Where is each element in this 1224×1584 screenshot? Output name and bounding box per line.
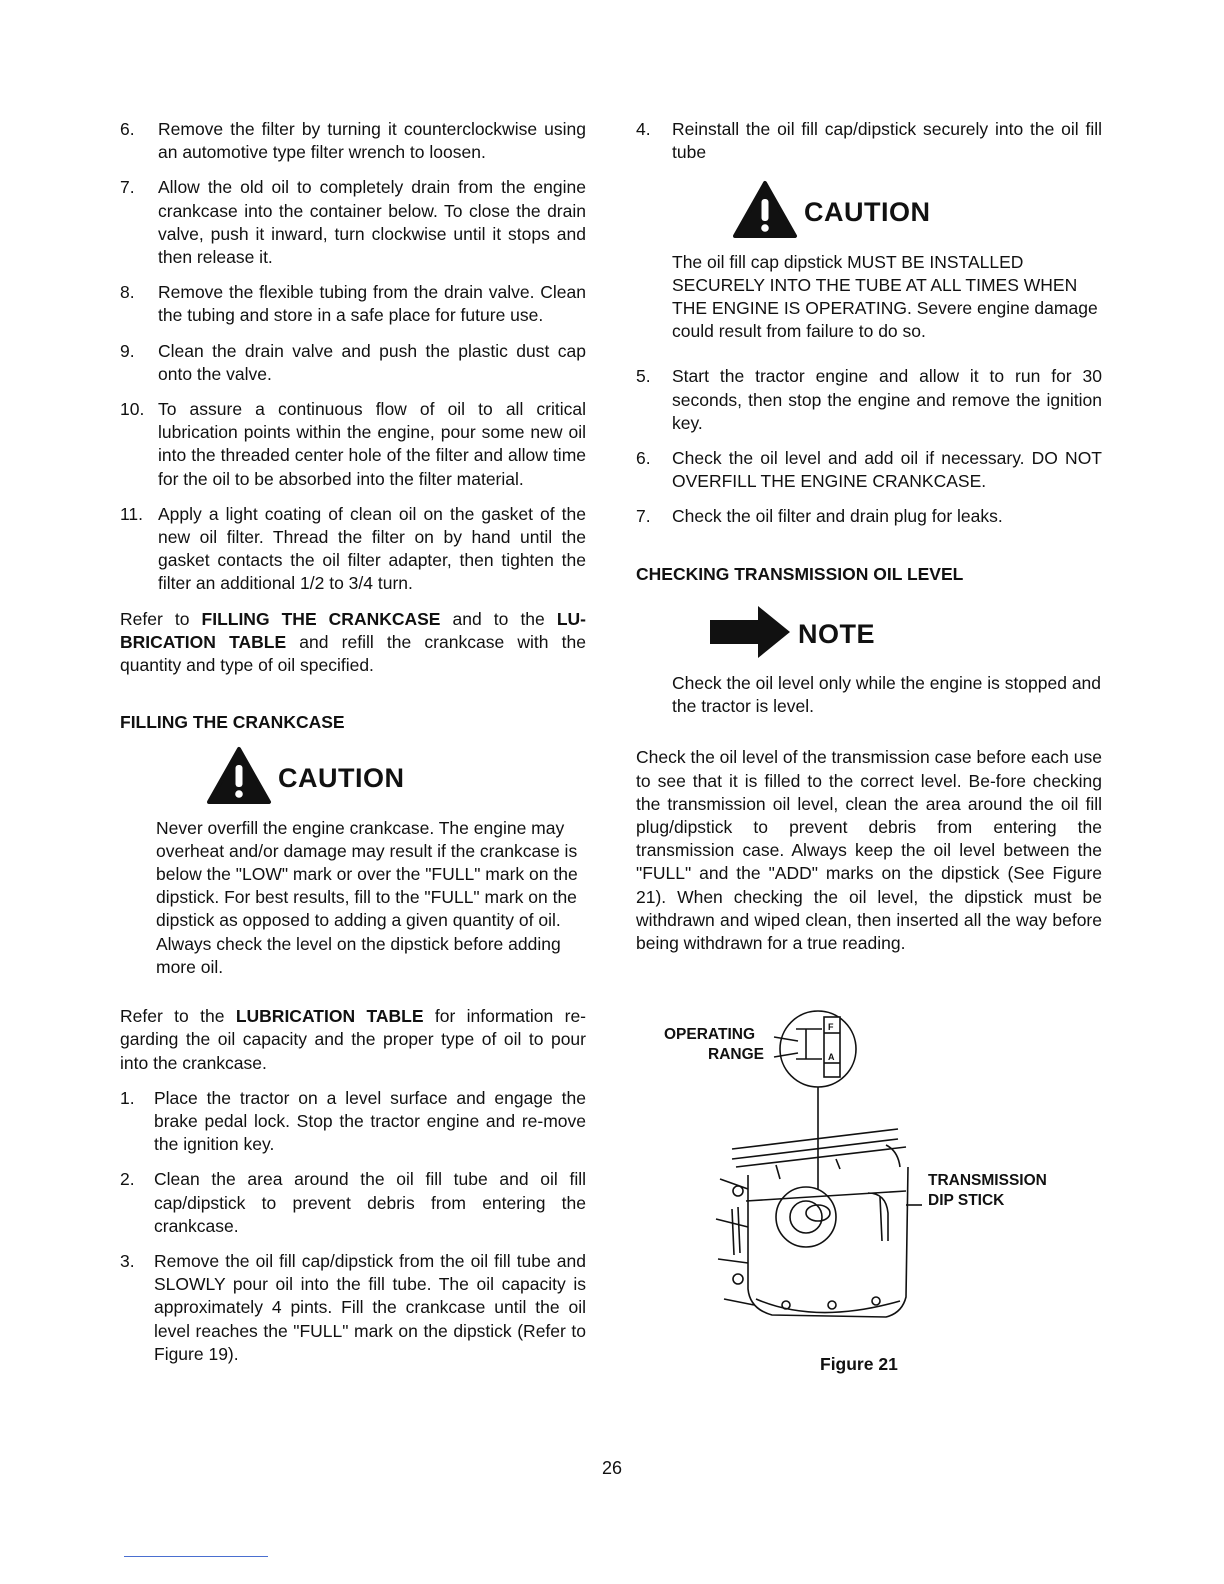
mark-add: A [828, 1052, 835, 1063]
page-number: 26 [601, 1458, 623, 1478]
arrow-right-icon [708, 604, 792, 666]
label-transmission: TRANSMISSION [928, 1172, 1047, 1190]
figure-caption: Figure 21 [820, 1354, 898, 1375]
list-item: 3. Remove the oil fill cap/dipstick from the oil fill tube and SLOWLY pour oil into the fill tube. The oil capacity is approximately 4 pints. Fill the crankcase until the oil level reaches the "FULL" mark on the dipstick (Refer to Figure 19). [120, 1250, 586, 1364]
caution-header [732, 180, 1102, 244]
figure-21 [636, 979, 1102, 1379]
transmission-paragraph: Check the oil level of the transmission case before each use to see that it is filled to the correct level. Be-fore checking the transmission oil level, clean the area around the oil fill plug/dipstick to prevent debris from entering the transmission case. Always keep the oil level between the "FULL" and the "ADD" marks on the dipstick (See Figure 21). When checking the oil level, the dipstick must be withdrawn and wiped clean, then inserted all the way before being withdrawn for a true reading. [636, 747, 1102, 954]
mark-full: F [828, 1022, 834, 1033]
note-header [708, 604, 1102, 666]
label-operating: OPERATING [664, 1026, 755, 1044]
caution-header [206, 746, 586, 810]
steps-bottom [120, 1087, 586, 1366]
note-label: NOTE [798, 619, 876, 650]
list-item: 10. To assure a continuous flow of oil to all critical lubrication points within the engine, pour some new oil into the threaded center hole of the filter and allow time for the oil to be absorbed into the filter material. [120, 399, 586, 489]
label-range: RANGE [708, 1046, 764, 1064]
caution-label: CAUTION [804, 196, 931, 227]
caution-label: CAUTION [278, 762, 405, 793]
list-item: 7. Allow the old oil to completely drain from the engine crankcase into the container below. To close the drain valve, push it inward, turn clockwise until it stops and then release it. [120, 177, 586, 268]
list-item: 4. Reinstall the oil fill cap/dipstick securely into the oil fill tube [636, 119, 1102, 163]
caution-text: Never overfill the engine crankcase. The engine may overheat and/or damage may result if the crankcase is below the "LOW" mark or over the "FULL" mark on the dipstick. For best results, fill to the "FULL" mark on the dipstick as opposed to adding a given quantity of oil. Always check the level on the dipstick before adding more oil. [156, 817, 578, 977]
left-column [120, 118, 586, 1378]
note-text: Check the oil level only while the engine is stopped and the tractor is level. [672, 673, 1102, 717]
list-item: 7. Check the oil filter and drain plug for leaks. [636, 506, 1003, 527]
warning-triangle-icon [206, 746, 272, 810]
footer-divider [124, 1556, 268, 1557]
refer-paragraph-2: Refer to the LUBRICATION TABLE for information re-garding the oil capacity and the proper type of oil to pour into the crankcase. [120, 1006, 586, 1073]
list-item: 11. Apply a light coating of clean oil on the gasket of the new oil filter. Thread the filter on by hand until the gasket contacts the oil filter adapter, then tighten the filter an additional 1/2 to 3/4 turn. [120, 503, 586, 594]
steps-right [636, 365, 1102, 528]
section-heading-filling: FILLING THE CRANKCASE [120, 712, 345, 733]
section-heading-transmission: CHECKING TRANSMISSION OIL LEVEL [636, 563, 964, 584]
list-item: 6. Remove the filter by turning it counterclockwise using an automotive type filter wrench to loosen. [120, 119, 586, 163]
right-column [636, 118, 1102, 1379]
refer-paragraph-1: Refer to FILLING THE CRANKCASE and to the LU-BRICATION TABLE and refill the crankcase with the quantity and type of oil specified. [120, 608, 586, 676]
list-item: 8. Remove the flexible tubing from the drain valve. Clean the tubing and store in a safe place for future use. [120, 282, 586, 326]
warning-triangle-icon [732, 180, 798, 244]
steps-top [120, 118, 586, 596]
list-item: 9. Clean the drain valve and push the plastic dust cap onto the valve. [120, 340, 586, 384]
label-dipstick: DIP STICK [928, 1192, 1005, 1210]
caution-text: The oil fill cap dipstick MUST BE INSTALLED SECURELY INTO THE TUBE AT ALL TIMES WHEN THE ENGINE IS OPERATING. Severe engine damage could result from failure to do so. [672, 251, 1098, 342]
list-item: 2. Clean the area around the oil fill tube and oil fill cap/dipstick to prevent debris from entering the crankcase. [120, 1169, 586, 1236]
list-item: 1. Place the tractor on a level surface and engage the brake pedal lock. Stop the tractor engine and re-move the ignition key. [120, 1087, 586, 1155]
list-item: 5. Start the tractor engine and allow it to run for 30 seconds, then stop the engine and remove the ignition key. [636, 366, 1102, 433]
list-item: 6. Check the oil level and add oil if necessary. DO NOT OVERFILL THE ENGINE CRANKCASE. [636, 448, 1102, 492]
